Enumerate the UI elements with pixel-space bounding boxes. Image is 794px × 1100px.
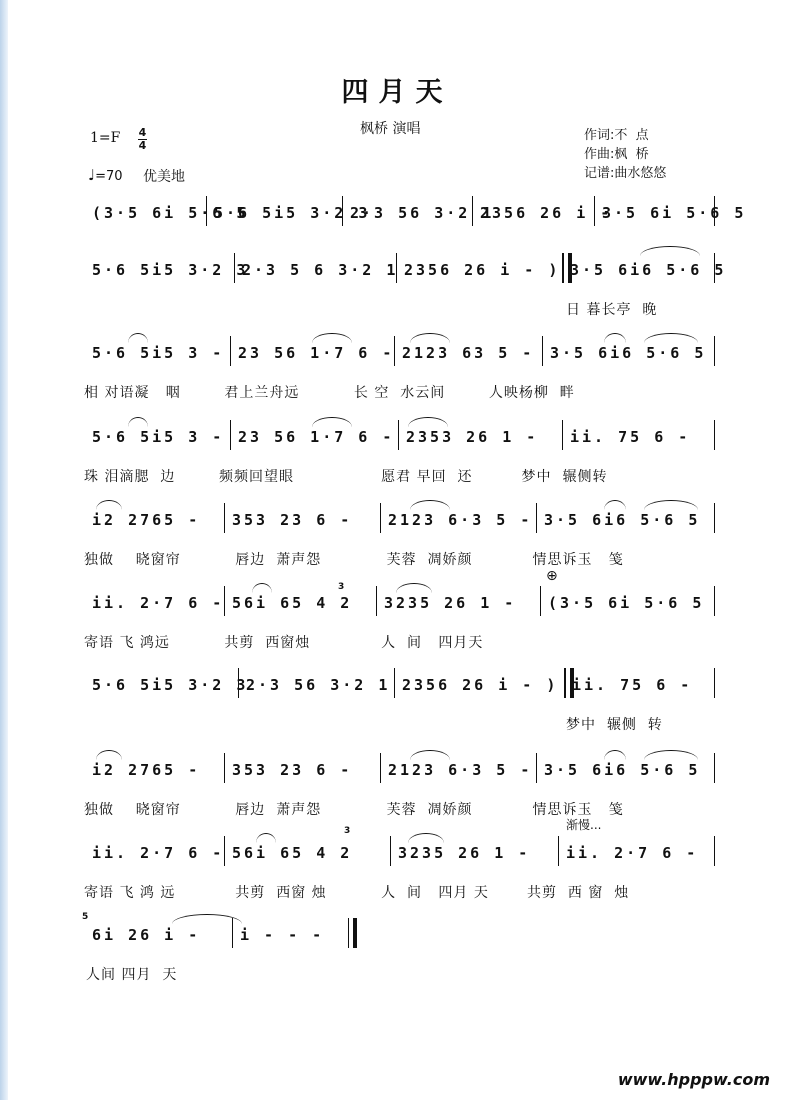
measure: 56i 65 4 2	[232, 844, 353, 862]
slur-arc	[604, 333, 626, 343]
slur-arc	[312, 333, 352, 343]
slur-arc	[128, 333, 148, 343]
barline	[562, 420, 563, 450]
music-line	[84, 922, 714, 948]
site-watermark: www.hpppw.com	[617, 1070, 770, 1089]
slur-arc	[172, 914, 242, 924]
measure: ii. 2·7 6 -	[92, 844, 225, 862]
barline	[238, 668, 239, 698]
barline	[562, 253, 564, 283]
measure: 5·6 5i5 3·2 3	[92, 676, 249, 694]
barline	[234, 253, 235, 283]
measure: 2·3 56 3·2 1	[350, 204, 495, 222]
music-line	[84, 340, 714, 366]
barline	[398, 420, 399, 450]
slur-arc	[256, 833, 276, 843]
slur-arc	[128, 417, 148, 427]
measure: 3·5 6i6 5·6 5	[544, 511, 701, 529]
slur-arc	[640, 246, 700, 256]
music-line	[84, 672, 714, 698]
slur-arc	[644, 750, 698, 760]
measure: 3·5 6i6 5·6 5	[550, 344, 707, 362]
measure: 3·5 6i6 5·6 5	[544, 761, 701, 779]
slur-arc	[96, 500, 122, 510]
slur-arc	[396, 583, 432, 593]
measure: 353 23 6 -	[232, 761, 353, 779]
lyric-line: 梦中 辗侧 转	[566, 717, 663, 733]
barline	[536, 503, 537, 533]
slur-arc	[96, 750, 122, 760]
measure: 2356 26 i - )	[402, 676, 559, 694]
measure: 2356 26 i - )	[404, 261, 561, 279]
barline	[380, 503, 381, 533]
barline	[714, 420, 715, 450]
measure: 3235 26 1 -	[398, 844, 531, 862]
credits-block	[584, 126, 666, 183]
slur-arc	[604, 500, 626, 510]
barline	[714, 503, 715, 533]
lyric-line: 独做 晓窗帘 唇边 萧声怨 芙蓉 凋娇颜 情思诉玉 笺	[84, 802, 624, 818]
measure: 23 56 1·7 6 -	[238, 344, 395, 362]
barline	[536, 753, 537, 783]
grace-note: 3	[344, 826, 351, 836]
measure: 2356 26 i -	[480, 204, 613, 222]
barline	[394, 668, 395, 698]
barline	[594, 196, 595, 226]
key-signature: 1=F	[90, 130, 121, 146]
measure: 5·6 5i5 3 -	[92, 344, 225, 362]
measure: 6i 26 i -	[92, 926, 201, 944]
barline	[714, 668, 715, 698]
measure: 2123 6·3 5 -	[388, 761, 533, 779]
music-line	[84, 840, 714, 866]
measure: 3·5 6i6 5·6 5	[570, 261, 727, 279]
lyric-line: 日 暮长亭 晚	[566, 302, 658, 318]
barline	[380, 753, 381, 783]
lyric-line: 寄语 飞 鸿 远 共剪 西窗 烛 人 间 四月 天 共剪 西 窗 烛	[84, 885, 630, 901]
singer-credit: 枫桥 演唱	[360, 121, 421, 137]
barline	[396, 253, 397, 283]
music-line	[84, 590, 714, 616]
music-line	[84, 507, 714, 533]
lyric-line: 人间 四月 天	[86, 967, 178, 983]
measure: 2123 63 5 -	[402, 344, 535, 362]
barline	[230, 420, 231, 450]
measure: 56i 65 4 2	[232, 594, 353, 612]
song-title: 四月天	[341, 77, 453, 108]
measure: i2 2765 -	[92, 511, 201, 529]
slur-arc	[408, 417, 448, 427]
lyric-line: 相 对语凝 咽 君上兰舟远 长 空 水云间 人映杨柳 畔	[84, 385, 575, 401]
composer-credit: 作曲:枫 桥	[584, 147, 649, 162]
measure: 2·3 5 6 3·2 1	[242, 261, 399, 279]
lyricist-credit: 作词:不 点	[584, 128, 649, 143]
barline	[230, 336, 231, 366]
barline	[342, 196, 343, 226]
slur-arc	[644, 500, 698, 510]
barline	[224, 586, 225, 616]
slur-arc	[252, 583, 272, 593]
measure: 2·3 56 3·2 1	[246, 676, 391, 694]
measure: 2123 6·3 5 -	[388, 511, 533, 529]
measure: 23 56 1·7 6 -	[238, 428, 395, 446]
slur-arc	[644, 333, 698, 343]
measure: 3·5 6i 5·6 5	[602, 204, 747, 222]
barline	[714, 196, 715, 226]
barline	[390, 836, 391, 866]
barline	[472, 196, 473, 226]
barline	[558, 836, 559, 866]
music-line	[84, 757, 714, 783]
barline	[348, 918, 349, 948]
music-line	[84, 257, 727, 283]
slur-arc	[410, 333, 450, 343]
measure: 353 23 6 -	[232, 511, 353, 529]
slur-arc	[410, 750, 450, 760]
barline	[714, 586, 715, 616]
grace-note: 5	[82, 912, 89, 922]
barline	[714, 253, 715, 283]
expression-marking: 优美地	[143, 169, 185, 185]
barline	[542, 336, 543, 366]
barline	[224, 503, 225, 533]
barline	[714, 836, 715, 866]
slur-arc	[408, 833, 444, 843]
quarter-note-icon: ♩	[88, 166, 96, 184]
barline	[540, 586, 541, 616]
slur-arc	[312, 417, 352, 427]
measure: 5·6 5i5 3 -	[92, 428, 225, 446]
page-edge-strip	[0, 0, 8, 1100]
tempo-marking: ♩=70	[88, 166, 123, 184]
measure: 3235 26 1 -	[384, 594, 517, 612]
slowing-marking: 渐慢...	[566, 818, 602, 832]
music-line	[84, 200, 747, 226]
lyric-line: 珠 泪滴腮 边 频频回望眼 愿君 早回 还 梦中 辗侧转	[84, 469, 608, 485]
barline	[714, 336, 715, 366]
time-signature: 4 4	[138, 126, 147, 152]
measure: (3·5 6i 5·6 5	[92, 204, 249, 222]
measure: 5·6 5i5 3·2 3	[92, 261, 249, 279]
lyric-line: 独做 晓窗帘 唇边 萧声怨 芙蓉 凋娇颜 情思诉玉 笺	[84, 552, 624, 568]
measure: ii. 2·7 6 -	[566, 844, 699, 862]
slur-arc	[604, 750, 626, 760]
measure: i - - -	[240, 926, 325, 944]
measure: ii. 2·7 6 -	[92, 594, 225, 612]
measure: 5·6 5i5 3·2 3	[214, 204, 371, 222]
barline	[376, 586, 377, 616]
measure: 2353 26 1 -	[406, 428, 539, 446]
barline	[224, 753, 225, 783]
grace-note: 3	[338, 582, 345, 592]
barline	[224, 836, 225, 866]
slur-arc	[410, 500, 450, 510]
measure: ii. 75 6 -	[570, 428, 691, 446]
barline	[206, 196, 207, 226]
measure: i2 2765 -	[92, 761, 201, 779]
music-line	[84, 424, 714, 450]
measure: (3·5 6i 5·6 5	[548, 594, 705, 612]
barline	[394, 336, 395, 366]
barline	[564, 668, 566, 698]
lyric-line: 寄语 飞 鸿远 共剪 西窗烛 人 间 四月天	[84, 635, 484, 651]
transcriber-credit: 记谱:曲水悠悠	[584, 166, 667, 181]
measure: ii. 75 6 -	[572, 676, 693, 694]
coda-icon: ⊕	[546, 568, 558, 584]
barline	[714, 753, 715, 783]
